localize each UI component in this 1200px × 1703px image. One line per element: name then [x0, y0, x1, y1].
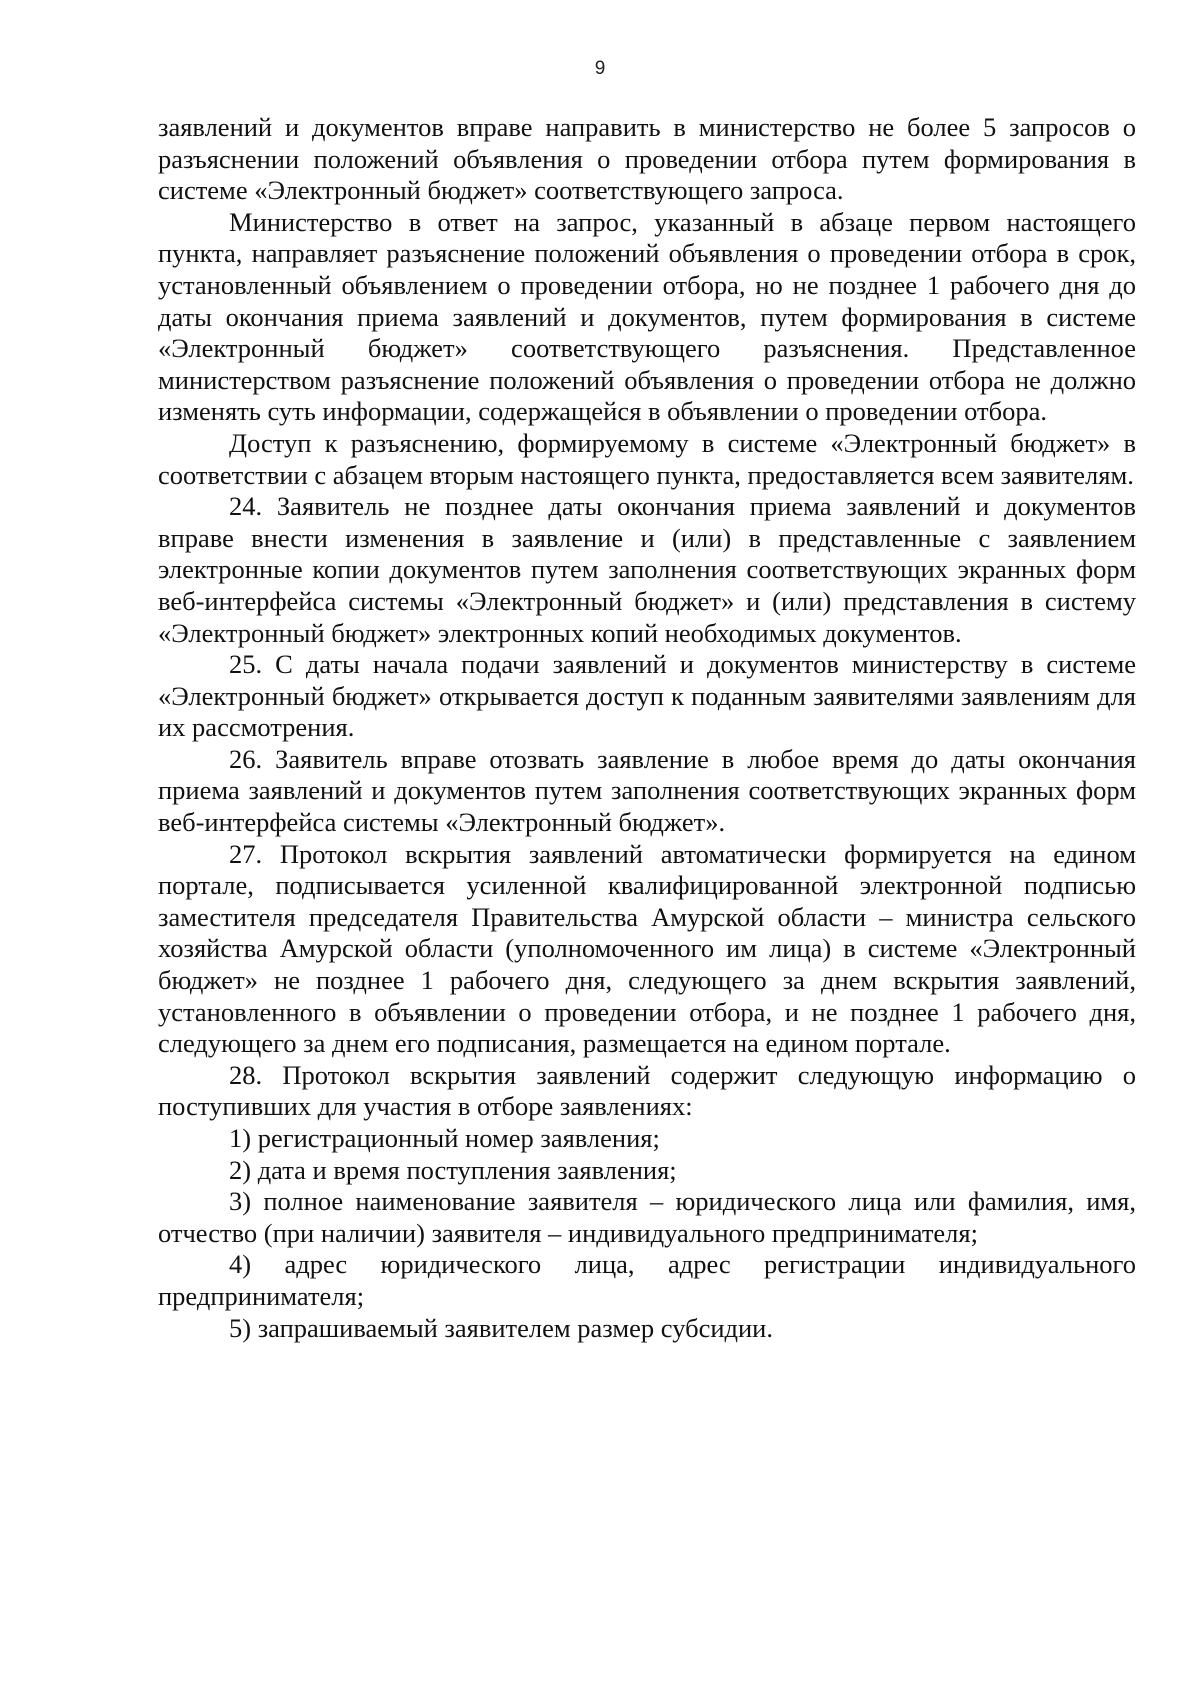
list-item-3: 3) полное наименование заявителя – юридического лица или фамилия, имя, отчество (при наличии) заявителя – индивидуального предпринимателя;: [158, 1186, 1136, 1248]
paragraph-item-24: 24. Заявитель не позднее даты окончания приема заявлений и документов вправе внести изменения в заявление и (или) в представленные с заявлением электронные копии документов путем заполнения соответствующих экранных форм веб-интерфейса системы «Электронный бюджет» и (или) представления в систему «Электронный бюджет» электронных копий необходимых документов.: [158, 491, 1136, 648]
paragraph-ministry-response: Министерство в ответ на запрос, указанный в абзаце первом настоящего пункта, направляет разъяснение положений объявления о проведении отбора в срок, установленный объявлением о проведении отбора, но не позднее 1 рабочего дня до даты окончания приема заявлений и документов, путем формирования в системе «Электронный бюджет» соответствующего разъяснения. Представленное министерством разъяснение положений объявления о проведении отбора не должно изменять суть информации, содержащейся в объявлении о проведении отбора.: [158, 206, 1136, 427]
paragraph-item-28: 28. Протокол вскрытия заявлений содержит следующую информацию о поступивших для участия в отборе заявлениях:: [158, 1059, 1136, 1122]
paragraph-item-25: 25. С даты начала подачи заявлений и документов министерству в системе «Электронный бюджет» открывается доступ к поданным заявителями заявлениям для их рассмотрения.: [158, 649, 1136, 743]
page-number: 9: [594, 58, 606, 79]
document-body: [158, 112, 1136, 1344]
list-item-1: 1) регистрационный номер заявления;: [229, 1123, 660, 1153]
list-item-2: 2) дата и время поступления заявления;: [229, 1154, 677, 1185]
paragraph-item-27: 27. Протокол вскрытия заявлений автоматически формируется на едином портале, подписывается усиленной квалифицированной электронной подписью заместителя председателя Правительства Амурской области – министра сельского хозяйства Амурской области (уполномоченного им лица) в системе «Электронный бюджет» не позднее 1 рабочего дня, следующего за днем вскрытия заявлений, установленного в объявлении о проведении отбора, и не позднее 1 рабочего дня, следующего за днем его подписания, размещается на едином портале.: [158, 838, 1136, 1059]
paragraph-access: Доступ к разъяснению, формируемому в системе «Электронный бюджет» в соответствии с абзацем вторым настоящего пункта, предоставляется всем заявителям.: [158, 427, 1136, 490]
paragraph-item-26: 26. Заявитель вправе отозвать заявление в любое время до даты окончания приема заявлений и документов путем заполнения соответствующих экранных форм веб-интерфейса системы «Электронный бюджет».: [158, 743, 1136, 838]
list-item-4: 4) адрес юридического лица, адрес регистрации индивидуального предпринимателя;: [158, 1249, 1136, 1311]
paragraph-continuation: заявлений и документов вправе направить в министерство не более 5 запросов о разъяснении положений объявления о проведении отбора путем формирования в системе «Электронный бюджет» соответствующего запроса.: [158, 112, 1136, 206]
list-item-5: 5) запрашиваемый заявителем размер субсидии.: [229, 1312, 773, 1343]
